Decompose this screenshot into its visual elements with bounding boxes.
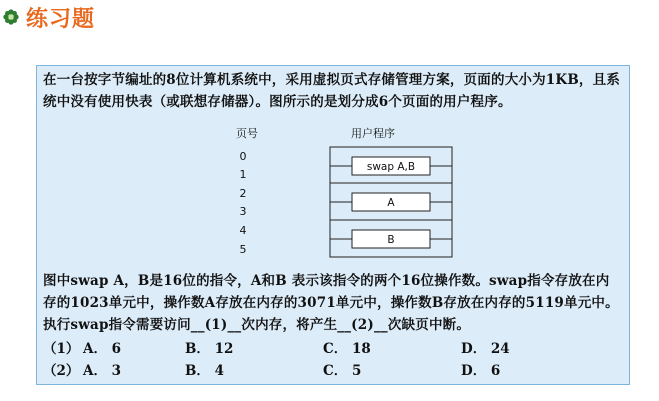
option-number: （1）: [43, 341, 80, 357]
option-b: B． 4: [185, 363, 225, 379]
operand-a-label: A: [387, 197, 395, 209]
page-number: 5: [239, 243, 247, 256]
question-body: 图中swap A，B是16位的指令，A和B 表示该指令的两个16位操作数。swap指令存放在内存的1023单元中，操作数A存放在内存的3071单元中，操作数B存放在内存的5119单元中。执行swap指令需要访问__(1)__次内存，将产生__(2)__次缺页中断。: [43, 273, 619, 333]
flower-bullet-icon: [2, 8, 20, 26]
title-row: [2, 0, 95, 34]
col-page-label: 页号: [236, 127, 258, 140]
page-diagram-svg: [217, 125, 457, 263]
option-b: B． 12: [185, 341, 234, 357]
page-diagram: [217, 125, 457, 263]
operand-b-label: B: [387, 234, 395, 246]
question-intro: 在一台按字节编址的8位计算机系统中，采用虚拟页式存储管理方案，页面的大小为1KB，且系统中没有使用快表（或联想存储器）。图所示的是划分成6个页面的用户程序。: [43, 72, 621, 110]
page-number: 2: [239, 187, 247, 200]
option-c: C． 18: [323, 341, 371, 357]
page-number: 0: [239, 150, 247, 163]
option-d: D． 6: [461, 363, 501, 379]
page-number: 3: [239, 205, 247, 218]
page-number: 1: [239, 168, 247, 181]
col-program-label: 用户程序: [351, 127, 395, 140]
options-row-1: [43, 338, 623, 360]
option-c: C． 5: [323, 363, 362, 379]
option-a: A． 6: [83, 341, 122, 357]
swap-cell-label: swap A,B: [366, 161, 416, 173]
option-a: A． 3: [83, 363, 122, 379]
option-d: D． 24: [461, 341, 510, 357]
options-row-2: [43, 360, 623, 382]
page-number: 4: [239, 224, 247, 237]
question-panel: [36, 65, 630, 385]
page-title: 练习题: [26, 6, 96, 32]
option-number: （2）: [43, 363, 80, 379]
